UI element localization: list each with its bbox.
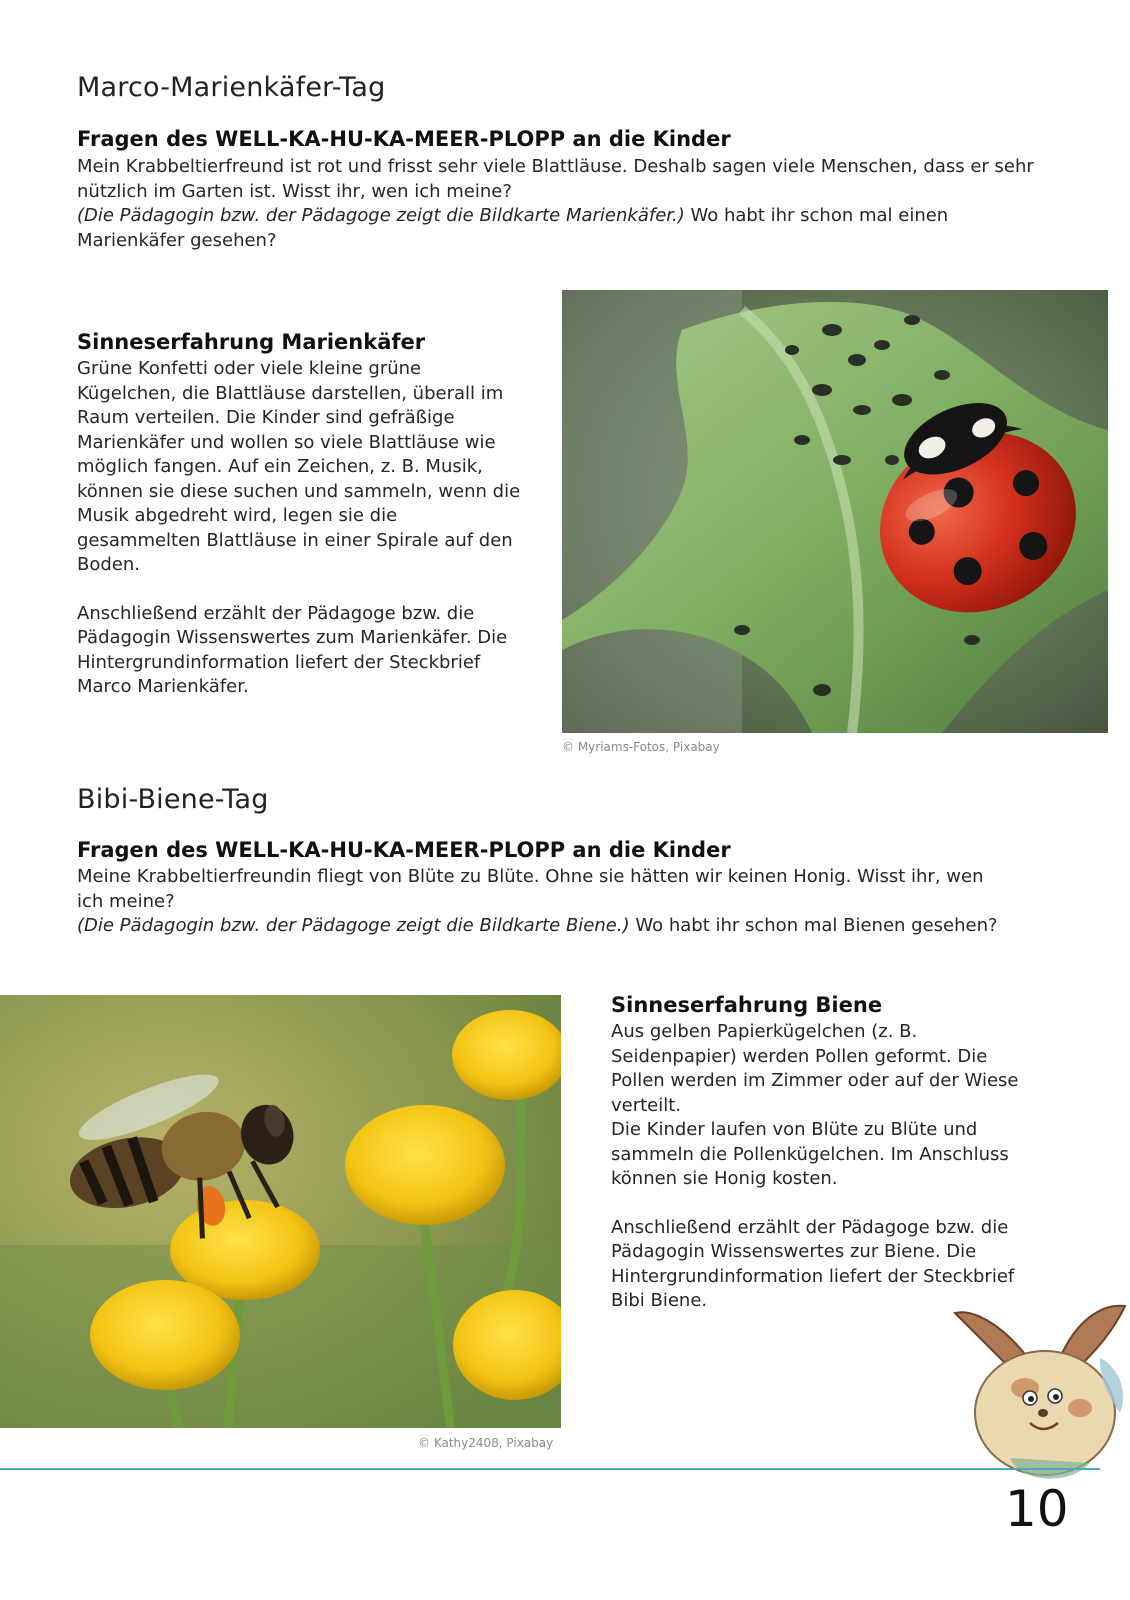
questions-heading-ladybug: Fragen des WELL-KA-HU-KA-MEER-PLOPP an die Kinder xyxy=(77,127,731,151)
questions-text-ladybug xyxy=(77,155,1037,253)
experience-text-bee xyxy=(611,1020,1041,1314)
footer-divider xyxy=(0,1468,1100,1470)
mascot-illustration xyxy=(950,1298,1130,1488)
questions-followup: Wo habt ihr schon mal einen Marienkäfer gesehen? xyxy=(77,205,949,251)
questions-intro: Mein Krabbeltierfreund ist rot und frisst sehr viele Blattläuse. Deshalb sagen viele Menschen, dass er sehr nützlich im Garten ist. Wisst ihr, wen ich meine? xyxy=(77,156,1034,202)
experience-paragraph-1: Grüne Konfetti oder viele kleine grüne Kügelchen, die Blattläuse darstellen, überall im Raum verteilen. Die Kinder sind gefräßige Marienkäfer und wollen so viele Blattläuse wie möglich fangen. Auf ein Zeichen, z. B. Musik, können sie diese suchen und sammeln, wenn die Musik abgedreht wird, legen sie die gesammelten Blattläuse in einer Spirale auf den Boden. xyxy=(77,358,521,575)
experience-paragraph-1: Aus gelben Papierkügelchen (z. B. Seidenpapier) werden Pollen geformt. Die Pollen werden im Zimmer oder auf der Wiese verteilt. xyxy=(611,1021,1019,1116)
experience-paragraph-2: Anschließend erzählt der Pädagoge bzw. die Pädagogin Wissenswertes zur Biene. Die Hintergrundinformation liefert der Steckbrief Bibi Biene. xyxy=(611,1216,1015,1311)
photo-credit-ladybug: © Myriams-Fotos, Pixabay xyxy=(562,740,720,754)
ladybug-photo xyxy=(562,290,1108,733)
experience-paragraph-2: Anschließend erzählt der Pädagoge bzw. die Pädagogin Wissenswertes zum Marienkäfer. Die Hintergrundinformation liefert der Steckbrief Marco Marienkäfer. xyxy=(77,602,508,697)
page-number: 10 xyxy=(1005,1480,1069,1538)
questions-intro: Meine Krabbeltierfreundin fliegt von Blüte zu Blüte. Ohne sie hätten wir keinen Honig. Wisst ihr, wen ich meine? xyxy=(77,866,984,912)
bee-photo xyxy=(0,995,561,1428)
photo-credit-bee: © Kathy2408, Pixabay xyxy=(418,1436,554,1450)
questions-heading-bee: Fragen des WELL-KA-HU-KA-MEER-PLOPP an die Kinder xyxy=(77,838,731,862)
experience-heading-bee: Sinneserfahrung Biene xyxy=(611,993,883,1017)
experience-text-ladybug xyxy=(77,357,525,700)
experience-paragraph-1b: Die Kinder laufen von Blüte zu Blüte und sammeln die Pollenkügelchen. Im Anschluss können sie Honig kosten. xyxy=(611,1119,1009,1189)
questions-instruction: (Die Pädagogin bzw. der Pädagoge zeigt die Bildkarte Marienkäfer.) xyxy=(77,205,685,226)
experience-heading-ladybug: Sinneserfahrung Marienkäfer xyxy=(77,330,426,354)
questions-followup: Wo habt ihr schon mal Bienen gesehen? xyxy=(629,915,998,936)
section-title-bee: Bibi-Biene-Tag xyxy=(77,784,269,815)
questions-text-bee xyxy=(77,865,1012,939)
section-title-ladybug: Marco-Marienkäfer-Tag xyxy=(77,72,386,103)
questions-instruction: (Die Pädagogin bzw. der Pädagoge zeigt die Bildkarte Biene.) xyxy=(77,915,630,936)
